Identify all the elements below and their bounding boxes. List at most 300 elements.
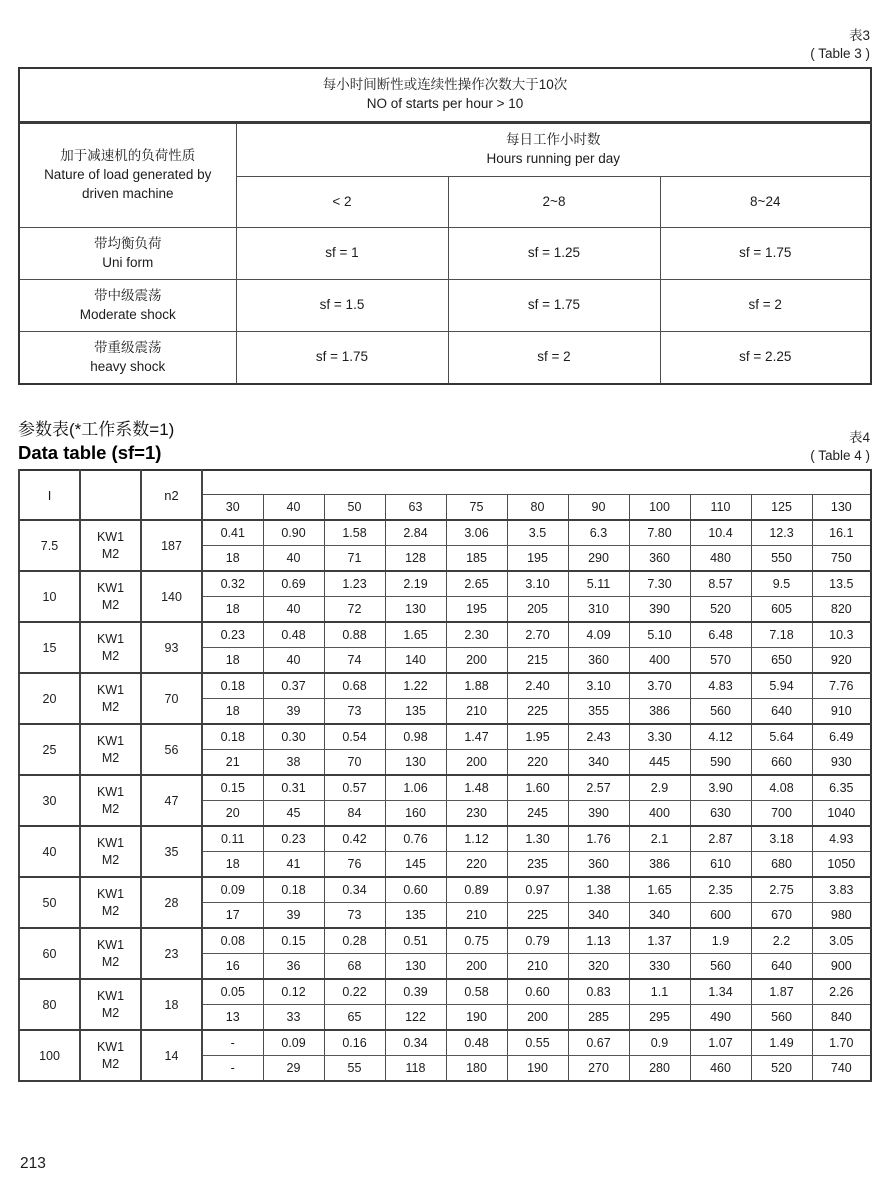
kw1-value-cell: 6.3 xyxy=(568,520,629,546)
sf-value: sf = 2.25 xyxy=(660,332,871,385)
kw1-value-cell: 0.08 xyxy=(202,928,263,954)
sf-value: sf = 1.75 xyxy=(236,332,448,385)
speed-header: 40 xyxy=(263,495,324,521)
kw1-value-cell: 3.06 xyxy=(446,520,507,546)
m2-value-cell: 195 xyxy=(507,546,568,572)
m2-value-cell: 285 xyxy=(568,1005,629,1031)
m2-value-cell: 740 xyxy=(812,1056,871,1082)
m2-value-cell: 220 xyxy=(507,750,568,776)
load-row-label xyxy=(19,332,236,385)
unit-label-kw1: KW1 xyxy=(96,784,125,799)
kw1-value-cell: 1.37 xyxy=(629,928,690,954)
n2-cell: 93 xyxy=(141,622,202,673)
m2-value-cell: 200 xyxy=(446,750,507,776)
kw1-value-cell: 3.30 xyxy=(629,724,690,750)
m2-value-cell: 235 xyxy=(507,852,568,878)
m2-value-cell: 76 xyxy=(324,852,385,878)
sf-value: sf = 1.75 xyxy=(448,280,660,332)
kw1-value-cell: 0.60 xyxy=(385,877,446,903)
unit-cell xyxy=(80,1030,141,1081)
m2-value-cell: 36 xyxy=(263,954,324,980)
kw1-value-cell: 0.69 xyxy=(263,571,324,597)
m2-value-cell: 930 xyxy=(812,750,871,776)
kw1-value-cell: 4.12 xyxy=(690,724,751,750)
m2-value-cell: 225 xyxy=(507,699,568,725)
load-row-zh: 带重级震荡 xyxy=(94,339,162,355)
m2-value-cell: 33 xyxy=(263,1005,324,1031)
m2-value-cell: 128 xyxy=(385,546,446,572)
unit-label-m2: M2 xyxy=(101,648,120,663)
m2-value-cell: 17 xyxy=(202,903,263,929)
m2-value-cell: 38 xyxy=(263,750,324,776)
kw1-value-cell: 0.89 xyxy=(446,877,507,903)
speed-header: 130 xyxy=(812,495,871,521)
kw1-value-cell: 0.9 xyxy=(629,1030,690,1056)
m2-value-cell: 355 xyxy=(568,699,629,725)
load-nature-zh: 加于减速机的负荷性质 xyxy=(60,148,196,164)
n2-cell: 35 xyxy=(141,826,202,877)
table4-tag-en: ( Table 4 ) xyxy=(810,447,870,463)
hours-col-8-24: 8~24 xyxy=(660,177,871,228)
ratio-cell: 50 xyxy=(19,877,80,928)
m2-value-cell: 16 xyxy=(202,954,263,980)
kw1-value-cell: 0.41 xyxy=(202,520,263,546)
kw1-value-cell: 0.79 xyxy=(507,928,568,954)
kw1-value-cell: 1.22 xyxy=(385,673,446,699)
kw1-value-cell: 0.37 xyxy=(263,673,324,699)
kw1-value-cell: 2.1 xyxy=(629,826,690,852)
table4-caption xyxy=(810,429,870,464)
starts-per-hour-header xyxy=(19,68,871,123)
kw1-value-cell: 2.75 xyxy=(751,877,812,903)
m2-value-cell: 68 xyxy=(324,954,385,980)
kw1-value-cell: 0.18 xyxy=(263,877,324,903)
kw1-value-cell: 0.15 xyxy=(263,928,324,954)
kw1-value-cell: 6.48 xyxy=(690,622,751,648)
kw1-value-cell: 0.90 xyxy=(263,520,324,546)
kw1-value-cell: 3.5 xyxy=(507,520,568,546)
kw1-value-cell: 0.18 xyxy=(202,724,263,750)
m2-value-cell: 290 xyxy=(568,546,629,572)
kw1-value-cell: 1.13 xyxy=(568,928,629,954)
kw1-value-cell: 3.83 xyxy=(812,877,871,903)
kw1-value-cell: 0.39 xyxy=(385,979,446,1005)
kw1-value-cell: 4.08 xyxy=(751,775,812,801)
m2-value-cell: 1050 xyxy=(812,852,871,878)
kw1-value-cell: 3.10 xyxy=(507,571,568,597)
ratio-cell: 100 xyxy=(19,1030,80,1081)
m2-value-cell: 445 xyxy=(629,750,690,776)
starts-per-hour-zh: 每小时间断性或连续性操作次数大于10次 xyxy=(322,77,568,93)
unit-label-m2: M2 xyxy=(101,699,120,714)
m2-value-cell: 360 xyxy=(568,852,629,878)
unit-label-m2: M2 xyxy=(101,1005,120,1020)
m2-value-cell: 660 xyxy=(751,750,812,776)
kw1-value-cell: 1.60 xyxy=(507,775,568,801)
kw1-value-cell: 0.23 xyxy=(263,826,324,852)
sf-value: sf = 1.75 xyxy=(660,228,871,280)
kw1-value-cell: 1.48 xyxy=(446,775,507,801)
kw1-value-cell: 0.58 xyxy=(446,979,507,1005)
kw1-value-cell: 0.30 xyxy=(263,724,324,750)
n2-col-header: n2 xyxy=(141,470,202,520)
kw1-value-cell: 1.49 xyxy=(751,1030,812,1056)
hours-per-day-en: Hours running per day xyxy=(486,151,621,167)
m2-value-cell: 230 xyxy=(446,801,507,827)
m2-value-cell: 55 xyxy=(324,1056,385,1082)
m2-value-cell: 210 xyxy=(446,699,507,725)
kw1-value-cell: 2.26 xyxy=(812,979,871,1005)
m2-value-cell: 40 xyxy=(263,597,324,623)
unit-label-m2: M2 xyxy=(101,546,120,561)
kw1-value-cell: 0.48 xyxy=(263,622,324,648)
m2-value-cell: 590 xyxy=(690,750,751,776)
m2-value-cell: 122 xyxy=(385,1005,446,1031)
kw1-value-cell: 1.38 xyxy=(568,877,629,903)
kw1-value-cell: 2.70 xyxy=(507,622,568,648)
kw1-value-cell: 5.10 xyxy=(629,622,690,648)
speed-span-cell xyxy=(202,470,871,495)
unit-label-kw1: KW1 xyxy=(96,631,125,646)
unit-cell xyxy=(80,826,141,877)
kw1-value-cell: 2.84 xyxy=(385,520,446,546)
kw1-value-cell: 5.94 xyxy=(751,673,812,699)
kw1-value-cell: 2.43 xyxy=(568,724,629,750)
m2-value-cell: 490 xyxy=(690,1005,751,1031)
sf-value: sf = 1.25 xyxy=(448,228,660,280)
m2-value-cell: 480 xyxy=(690,546,751,572)
kw1-value-cell: 16.1 xyxy=(812,520,871,546)
unit-label-m2: M2 xyxy=(101,801,120,816)
m2-value-cell: 360 xyxy=(629,546,690,572)
m2-value-cell: 840 xyxy=(812,1005,871,1031)
n2-cell: 140 xyxy=(141,571,202,622)
m2-value-cell: 45 xyxy=(263,801,324,827)
m2-value-cell: 39 xyxy=(263,699,324,725)
kw1-value-cell: 2.30 xyxy=(446,622,507,648)
n2-cell: 23 xyxy=(141,928,202,979)
kw1-value-cell: 0.15 xyxy=(202,775,263,801)
kw1-value-cell: 10.3 xyxy=(812,622,871,648)
m2-value-cell: 195 xyxy=(446,597,507,623)
kw1-value-cell: 0.09 xyxy=(263,1030,324,1056)
m2-value-cell: 320 xyxy=(568,954,629,980)
m2-value-cell: 200 xyxy=(446,648,507,674)
m2-value-cell: 200 xyxy=(446,954,507,980)
page-number: 213 xyxy=(20,1155,46,1172)
kw1-value-cell: 7.76 xyxy=(812,673,871,699)
kw1-value-cell: 0.34 xyxy=(324,877,385,903)
m2-value-cell: 39 xyxy=(263,903,324,929)
unit-label-kw1: KW1 xyxy=(96,835,125,850)
kw1-value-cell: 1.34 xyxy=(690,979,751,1005)
data-row-kw1 xyxy=(19,673,871,699)
kw1-value-cell: 0.67 xyxy=(568,1030,629,1056)
unit-label-m2: M2 xyxy=(101,852,120,867)
kw1-value-cell: 4.93 xyxy=(812,826,871,852)
m2-value-cell: 135 xyxy=(385,699,446,725)
unit-cell xyxy=(80,928,141,979)
ratio-cell: 7.5 xyxy=(19,520,80,571)
hours-col-lt2: < 2 xyxy=(236,177,448,228)
m2-value-cell: 215 xyxy=(507,648,568,674)
m2-value-cell: 640 xyxy=(751,954,812,980)
n2-cell: 14 xyxy=(141,1030,202,1081)
unit-label-m2: M2 xyxy=(101,597,120,612)
kw1-value-cell: 5.64 xyxy=(751,724,812,750)
data-row-kw1 xyxy=(19,826,871,852)
table4-tag-zh: 表4 xyxy=(848,430,870,446)
m2-value-cell: 386 xyxy=(629,699,690,725)
m2-value-cell: 550 xyxy=(751,546,812,572)
data-table-head xyxy=(19,470,871,520)
kw1-value-cell: 2.9 xyxy=(629,775,690,801)
data-row-kw1 xyxy=(19,571,871,597)
data-row-kw1 xyxy=(19,928,871,954)
n2-cell: 18 xyxy=(141,979,202,1030)
kw1-value-cell: 3.10 xyxy=(568,673,629,699)
kw1-value-cell: 0.32 xyxy=(202,571,263,597)
m2-value-cell: 190 xyxy=(446,1005,507,1031)
load-nature-header xyxy=(19,123,236,228)
m2-value-cell: 340 xyxy=(568,903,629,929)
kw1-value-cell: 7.80 xyxy=(629,520,690,546)
n2-cell: 28 xyxy=(141,877,202,928)
unit-label-kw1: KW1 xyxy=(96,886,125,901)
kw1-value-cell: 3.05 xyxy=(812,928,871,954)
m2-value-cell: 340 xyxy=(629,903,690,929)
data-row-kw1 xyxy=(19,622,871,648)
m2-value-cell: 390 xyxy=(568,801,629,827)
m2-value-cell: 130 xyxy=(385,750,446,776)
kw1-value-cell: 0.75 xyxy=(446,928,507,954)
m2-value-cell: 670 xyxy=(751,903,812,929)
sf-value: sf = 1 xyxy=(236,228,448,280)
kw1-value-cell: 0.48 xyxy=(446,1030,507,1056)
kw1-value-cell: 1.65 xyxy=(629,877,690,903)
unit-label-m2: M2 xyxy=(101,954,120,969)
m2-value-cell: 210 xyxy=(507,954,568,980)
kw1-value-cell: 1.65 xyxy=(385,622,446,648)
ratio-cell: 10 xyxy=(19,571,80,622)
m2-value-cell: 225 xyxy=(507,903,568,929)
kw1-value-cell: 0.18 xyxy=(202,673,263,699)
m2-value-cell: 280 xyxy=(629,1056,690,1082)
m2-value-cell: 200 xyxy=(507,1005,568,1031)
unit-label-m2: M2 xyxy=(101,1056,120,1071)
m2-value-cell: 190 xyxy=(507,1056,568,1082)
m2-value-cell: 18 xyxy=(202,546,263,572)
kw1-value-cell: 1.47 xyxy=(446,724,507,750)
n2-cell: 187 xyxy=(141,520,202,571)
kw1-value-cell: 0.34 xyxy=(385,1030,446,1056)
hours-per-day-header xyxy=(236,123,871,177)
kw1-value-cell: 1.12 xyxy=(446,826,507,852)
sf-value: sf = 2 xyxy=(660,280,871,332)
m2-value-cell: 135 xyxy=(385,903,446,929)
data-table-body xyxy=(19,520,871,1081)
m2-value-cell: 600 xyxy=(690,903,751,929)
sf-value: sf = 1.5 xyxy=(236,280,448,332)
m2-value-cell: 570 xyxy=(690,648,751,674)
unit-label-kw1: KW1 xyxy=(96,1039,125,1054)
kw1-value-cell: 0.42 xyxy=(324,826,385,852)
m2-value-cell: 245 xyxy=(507,801,568,827)
ratio-cell: 60 xyxy=(19,928,80,979)
load-row-en: Moderate shock xyxy=(79,306,176,322)
kw1-value-cell: 1.23 xyxy=(324,571,385,597)
m2-value-cell: 910 xyxy=(812,699,871,725)
starts-per-hour-en: NO of starts per hour > 10 xyxy=(366,96,524,112)
unit-label-kw1: KW1 xyxy=(96,580,125,595)
m2-value-cell: 140 xyxy=(385,648,446,674)
kw1-value-cell: 1.87 xyxy=(751,979,812,1005)
kw1-value-cell: 0.76 xyxy=(385,826,446,852)
table3-caption xyxy=(18,0,870,62)
m2-value-cell: 820 xyxy=(812,597,871,623)
speed-header: 90 xyxy=(568,495,629,521)
load-row-en: heavy shock xyxy=(90,358,166,374)
ratio-cell: 20 xyxy=(19,673,80,724)
m2-value-cell: 560 xyxy=(690,954,751,980)
kw1-value-cell: 1.9 xyxy=(690,928,751,954)
m2-value-cell: 73 xyxy=(324,699,385,725)
data-row-kw1 xyxy=(19,520,871,546)
unit-cell xyxy=(80,520,141,571)
sf-value: sf = 2 xyxy=(448,332,660,385)
kw1-value-cell: 0.22 xyxy=(324,979,385,1005)
m2-value-cell: 520 xyxy=(690,597,751,623)
m2-value-cell: 460 xyxy=(690,1056,751,1082)
m2-value-cell: 270 xyxy=(568,1056,629,1082)
m2-value-cell: 295 xyxy=(629,1005,690,1031)
load-row-label xyxy=(19,280,236,332)
kw1-value-cell: 0.68 xyxy=(324,673,385,699)
kw1-value-cell: - xyxy=(202,1030,263,1056)
kw1-value-cell: 1.95 xyxy=(507,724,568,750)
m2-value-cell: 72 xyxy=(324,597,385,623)
kw1-value-cell: 1.88 xyxy=(446,673,507,699)
kw1-value-cell: 0.60 xyxy=(507,979,568,1005)
m2-value-cell: 605 xyxy=(751,597,812,623)
m2-value-cell: 130 xyxy=(385,954,446,980)
load-nature-en-2: driven machine xyxy=(81,186,174,202)
kw1-value-cell: 6.49 xyxy=(812,724,871,750)
speed-header: 100 xyxy=(629,495,690,521)
m2-value-cell: 630 xyxy=(690,801,751,827)
m2-value-cell: 386 xyxy=(629,852,690,878)
speed-header: 63 xyxy=(385,495,446,521)
m2-value-cell: 73 xyxy=(324,903,385,929)
kw1-value-cell: 10.4 xyxy=(690,520,751,546)
unit-cell xyxy=(80,571,141,622)
kw1-value-cell: 0.54 xyxy=(324,724,385,750)
kw1-value-cell: 2.35 xyxy=(690,877,751,903)
m2-value-cell: 205 xyxy=(507,597,568,623)
kw1-value-cell: 2.87 xyxy=(690,826,751,852)
m2-value-cell: 680 xyxy=(751,852,812,878)
kw1-value-cell: 6.35 xyxy=(812,775,871,801)
kw1-value-cell: 0.23 xyxy=(202,622,263,648)
m2-value-cell: 400 xyxy=(629,648,690,674)
m2-value-cell: 74 xyxy=(324,648,385,674)
kw1-value-cell: 2.2 xyxy=(751,928,812,954)
m2-value-cell: 70 xyxy=(324,750,385,776)
m2-value-cell: 1040 xyxy=(812,801,871,827)
data-table-title-en: Data table (sf=1) xyxy=(18,442,162,464)
service-factor-table xyxy=(18,67,872,385)
load-row-zh: 带均衡负荷 xyxy=(94,235,162,251)
m2-value-cell: 41 xyxy=(263,852,324,878)
hours-per-day-zh: 每日工作小时数 xyxy=(506,132,601,148)
load-row-en: Uni form xyxy=(102,254,154,270)
m2-value-cell: 980 xyxy=(812,903,871,929)
unit-label-m2: M2 xyxy=(101,750,120,765)
m2-value-cell: 145 xyxy=(385,852,446,878)
ratio-cell: 80 xyxy=(19,979,80,1030)
unit-label-kw1: KW1 xyxy=(96,937,125,952)
m2-value-cell: 20 xyxy=(202,801,263,827)
m2-value-cell: 18 xyxy=(202,648,263,674)
unit-label-kw1: KW1 xyxy=(96,682,125,697)
ratio-cell: 25 xyxy=(19,724,80,775)
m2-value-cell: 750 xyxy=(812,546,871,572)
unit-label-kw1: KW1 xyxy=(96,529,125,544)
m2-value-cell: 610 xyxy=(690,852,751,878)
kw1-value-cell: 0.55 xyxy=(507,1030,568,1056)
kw1-value-cell: 4.83 xyxy=(690,673,751,699)
kw1-value-cell: 0.12 xyxy=(263,979,324,1005)
speed-header: 75 xyxy=(446,495,507,521)
table3-tag-en: ( Table 3 ) xyxy=(810,45,870,61)
m2-value-cell: 40 xyxy=(263,546,324,572)
m2-value-cell: 18 xyxy=(202,597,263,623)
kw1-value-cell: 1.1 xyxy=(629,979,690,1005)
m2-value-cell: 560 xyxy=(751,1005,812,1031)
unit-cell xyxy=(80,673,141,724)
m2-value-cell: 18 xyxy=(202,699,263,725)
kw1-value-cell: 2.65 xyxy=(446,571,507,597)
kw1-value-cell: 0.09 xyxy=(202,877,263,903)
kw1-value-cell: 0.16 xyxy=(324,1030,385,1056)
m2-value-cell: 130 xyxy=(385,597,446,623)
kw1-value-cell: 0.31 xyxy=(263,775,324,801)
kw1-value-cell: 1.06 xyxy=(385,775,446,801)
ratio-cell: 40 xyxy=(19,826,80,877)
kw1-value-cell: 2.57 xyxy=(568,775,629,801)
m2-value-cell: 390 xyxy=(629,597,690,623)
m2-value-cell: 71 xyxy=(324,546,385,572)
kw1-value-cell: 3.70 xyxy=(629,673,690,699)
m2-value-cell: 65 xyxy=(324,1005,385,1031)
kw1-value-cell: 1.30 xyxy=(507,826,568,852)
m2-value-cell: 40 xyxy=(263,648,324,674)
m2-value-cell: 700 xyxy=(751,801,812,827)
m2-value-cell: 330 xyxy=(629,954,690,980)
m2-value-cell: 520 xyxy=(751,1056,812,1082)
n2-cell: 56 xyxy=(141,724,202,775)
unit-cell xyxy=(80,979,141,1030)
kw1-value-cell: 3.90 xyxy=(690,775,751,801)
unit-label-m2: M2 xyxy=(101,903,120,918)
kw1-value-cell: 8.57 xyxy=(690,571,751,597)
unit-label-kw1: KW1 xyxy=(96,733,125,748)
kw1-value-cell: 3.18 xyxy=(751,826,812,852)
m2-value-cell: 160 xyxy=(385,801,446,827)
speed-header: 50 xyxy=(324,495,385,521)
data-row-kw1 xyxy=(19,775,871,801)
kw1-value-cell: 5.11 xyxy=(568,571,629,597)
